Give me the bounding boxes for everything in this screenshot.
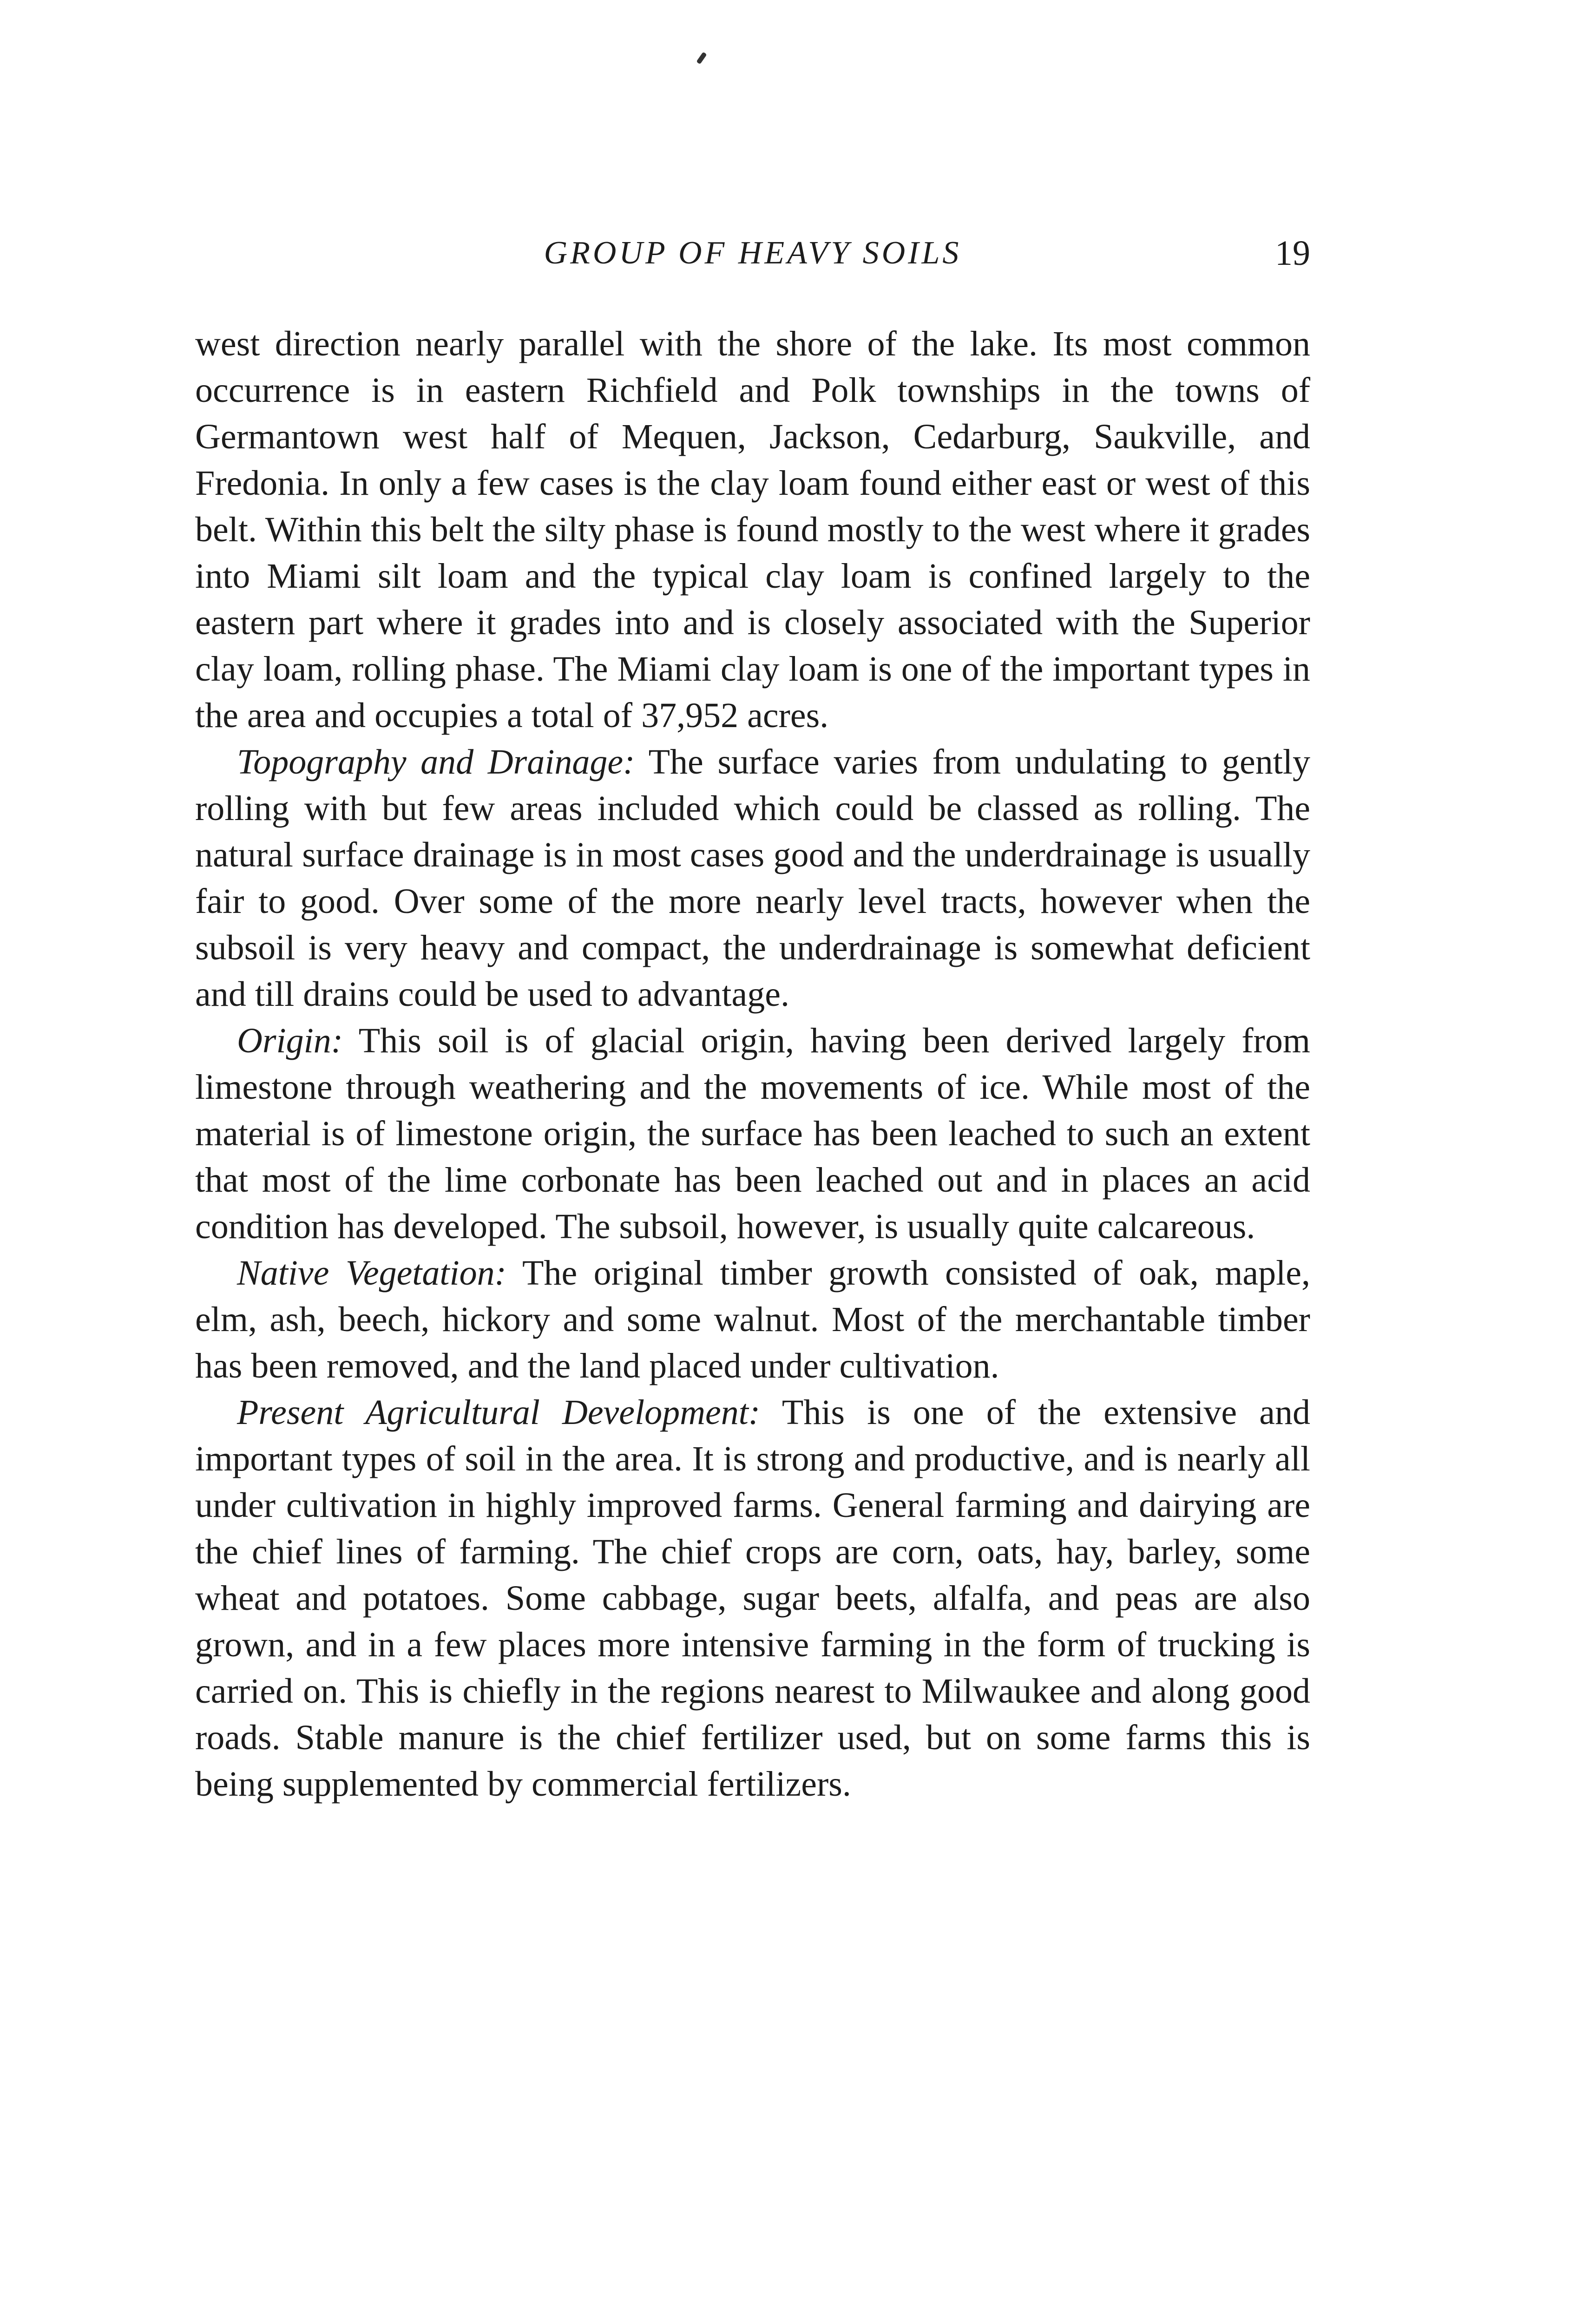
page-header bbox=[195, 228, 1310, 279]
paragraph-topography bbox=[195, 739, 1310, 1017]
section-lead-native-vegetation: Native Vegetation: bbox=[237, 1253, 506, 1293]
paragraph-text: west direction nearly parallel with the shore of the lake. Its most common occurrence is in eastern Richfield and Polk townships in the towns of Germantown west half of Mequen, Jackson, Cedarburg, Saukville, and Fredonia. In only a few cases is the clay loam found either east or west of this belt. Within this belt the silty phase is found mostly to the west where it grades into Miami silt loam and the typical clay loam is confined largely to the eastern part where it grades into and is closely associated with the Superior clay loam, rolling phase. The Miami clay loam is one of the important types in the area and occupies a total of 37,952 acres. bbox=[195, 324, 1310, 735]
paragraph-text: The surface varies from undulating to gently rolling with but few areas included which could be classed as rolling. The natural surface drainage is in most cases good and the underdrainage is usually fair to good. Over some of the more nearly level tracts, however when the subsoil is very heavy and compact, the underdrainage is somewhat deficient and till drains could be used to advantage. bbox=[195, 742, 1310, 1014]
running-title: GROUP OF HEAVY SOILS bbox=[544, 235, 962, 271]
page-number: 19 bbox=[1275, 234, 1310, 273]
paragraph-text: The original timber growth consisted of oak, maple, elm, ash, beech, hickory and some walnut. Most of the merchantable timber has been removed, and the land placed under cultivation. bbox=[195, 1253, 1310, 1385]
section-lead-agricultural-development: Present Agricultural Development: bbox=[237, 1393, 761, 1432]
section-lead-origin: Origin: bbox=[237, 1021, 343, 1060]
paragraph-origin bbox=[195, 1017, 1310, 1250]
paragraph-native-vegetation bbox=[195, 1250, 1310, 1389]
paragraph-text: This is one of the extensive and important types of soil in the area. It is strong and productive, and is nearly all under cultivation in highly improved farms. General farming and dairying are the chief lines of farming. The chief crops are corn, oats, hay, barley, some wheat and potatoes. Some cabbage, sugar beets, alfalfa, and peas are also grown, and in a few places more intensive farming in the form of trucking is carried on. This is chiefly in the regions nearest to Milwaukee and along good roads. Stable manure is the chief fertilizer used, but on some farms this is being supplemented by commercial fertilizers. bbox=[195, 1393, 1310, 1804]
body-text bbox=[195, 321, 1310, 1807]
ink-speck bbox=[696, 52, 707, 64]
paragraph-agricultural-development bbox=[195, 1389, 1310, 1807]
section-lead-topography: Topography and Drainage: bbox=[237, 742, 635, 781]
paragraph-continuation bbox=[195, 321, 1310, 739]
paragraph-text: This soil is of glacial origin, having been derived largely from limestone through weathering and the movements of ice. While most of the material is of limestone origin, the surface has been leached to such an extent that most of the lime corbonate has been leached out and in places an acid condition has developed. The subsoil, however, is usually quite calcareous. bbox=[195, 1021, 1310, 1246]
